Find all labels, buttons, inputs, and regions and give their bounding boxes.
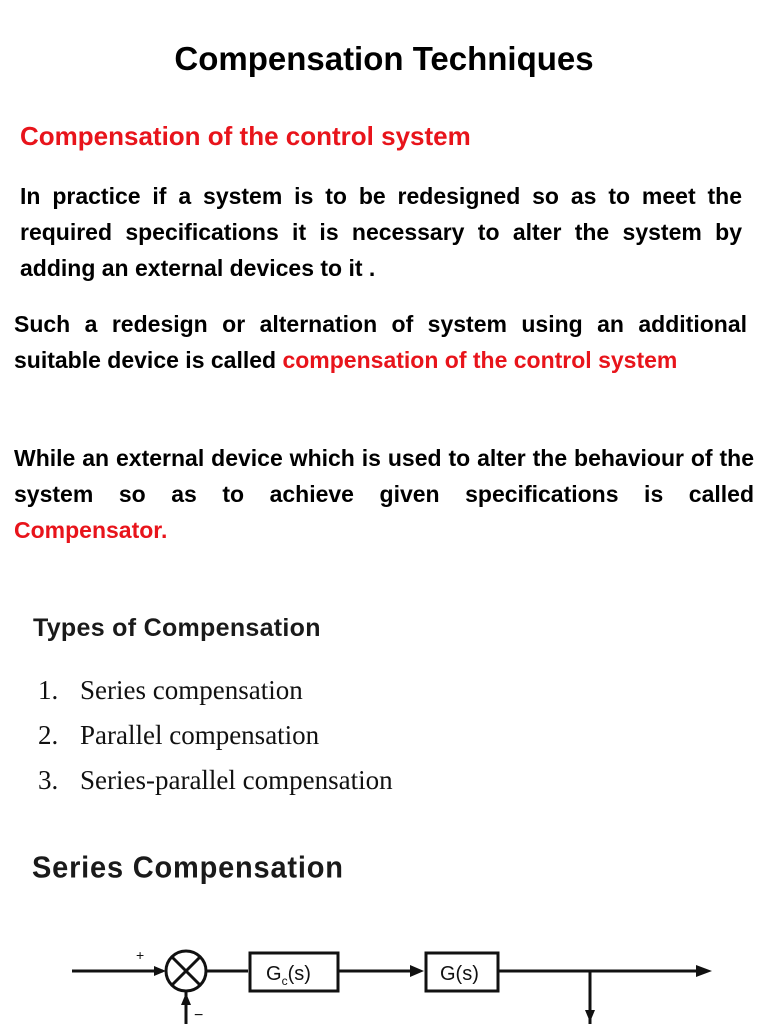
types-heading: Types of Compensation: [33, 614, 321, 642]
paragraph-compensator: [14, 440, 754, 548]
page-title: Compensation Techniques: [174, 40, 594, 77]
minus-sign: −: [194, 1007, 204, 1024]
list-label: Series-parallel compensation: [80, 765, 393, 795]
list-item: [38, 715, 393, 760]
compensation-term: compensation of the control system: [282, 347, 678, 373]
list-item: [38, 670, 393, 715]
compensator-label-sub: c: [281, 974, 288, 988]
paragraph-practice: In practice if a system is to be redesigned so as to meet the required specifications it is necessary to alter the system by adding an external devices to it .: [20, 183, 742, 281]
takeoff-arrow: [585, 1010, 595, 1022]
svg-text:Gc(s): [266, 963, 311, 988]
series-block-diagram: [0, 930, 768, 1024]
section-subtitle: Compensation of the control system: [20, 121, 471, 151]
plant-input-arrow: [410, 965, 424, 977]
summing-junction-icon: [166, 951, 206, 991]
compensator-label-arg: (s): [287, 963, 311, 985]
types-list: [38, 670, 393, 805]
input-arrow: [154, 966, 166, 976]
feedback-arrow: [181, 993, 191, 1005]
paragraph-compensator-text: While an external device which is used to alter the behaviour of the system so as to achieve given specifications is called: [14, 445, 754, 507]
list-label: Series compensation: [80, 675, 303, 705]
list-number: 2.: [38, 720, 59, 750]
plus-sign: +: [136, 947, 145, 963]
output-arrow: [696, 965, 712, 977]
compensator-term: Compensator.: [14, 517, 168, 543]
paragraph-redesign: [14, 306, 747, 378]
list-label: Parallel compensation: [80, 720, 320, 750]
plant-label: G(s): [440, 963, 479, 985]
series-heading: Series Compensation: [32, 851, 344, 885]
compensator-label-main: G: [266, 963, 282, 985]
paragraph-redesign-text: Such a redesign or alternation of system using an additional suitable device is called: [14, 311, 747, 373]
list-number: 1.: [38, 675, 59, 705]
list-number: 3.: [38, 765, 59, 795]
list-item: [38, 760, 393, 805]
